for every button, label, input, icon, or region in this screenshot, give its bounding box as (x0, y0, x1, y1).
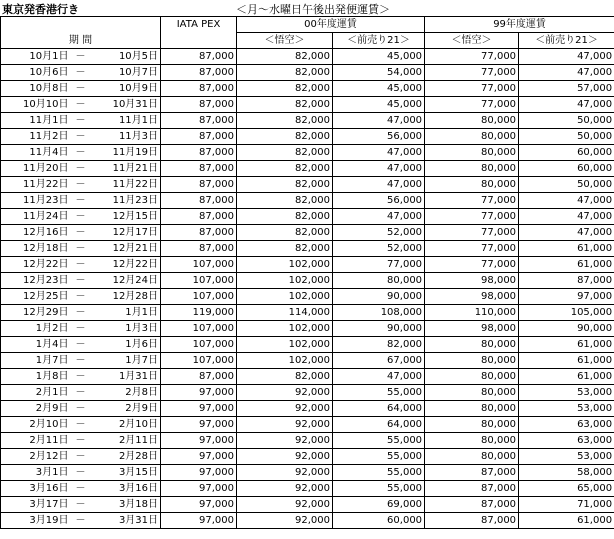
period-start-cell: 10月6日 (1, 65, 71, 81)
maeuri-00-cell: 55,000 (333, 385, 425, 401)
maeuri-99-cell: 58,000 (519, 465, 614, 481)
goku-99-cell: 80,000 (425, 449, 519, 465)
period-dash-cell: － (71, 417, 91, 433)
iata-pex-cell: 87,000 (161, 65, 237, 81)
period-dash-cell: － (71, 401, 91, 417)
maeuri-99-cell: 50,000 (519, 113, 614, 129)
goku-00-cell: 82,000 (237, 193, 333, 209)
period-end-cell: 12月28日 (91, 289, 161, 305)
maeuri-99-cell: 61,000 (519, 337, 614, 353)
maeuri-00-cell: 60,000 (333, 513, 425, 529)
maeuri-99-cell: 50,000 (519, 129, 614, 145)
maeuri-99-cell: 47,000 (519, 65, 614, 81)
table-row (1, 97, 614, 113)
maeuri-00-cell: 108,000 (333, 305, 425, 321)
period-start-cell: 12月16日 (1, 225, 71, 241)
period-end-cell: 3月15日 (91, 465, 161, 481)
period-end-cell: 12月24日 (91, 273, 161, 289)
goku-99-cell: 77,000 (425, 65, 519, 81)
table-row (1, 49, 614, 65)
table-subtitle: ＜月～水曜日午後出発便運賃＞ (236, 3, 390, 16)
maeuri-99-cell: 97,000 (519, 289, 614, 305)
goku-99-cell: 77,000 (425, 209, 519, 225)
goku-00-cell: 82,000 (237, 145, 333, 161)
period-start-cell: 11月23日 (1, 193, 71, 209)
goku-00-cell: 92,000 (237, 401, 333, 417)
table-row (1, 129, 614, 145)
period-end-cell: 3月18日 (91, 497, 161, 513)
maeuri-99-cell: 47,000 (519, 209, 614, 225)
period-end-cell: 10月5日 (91, 49, 161, 65)
period-header-top (1, 17, 161, 33)
period-end-cell: 1月1日 (91, 305, 161, 321)
iata-pex-cell: 107,000 (161, 257, 237, 273)
goku-00-cell: 102,000 (237, 257, 333, 273)
iata-pex-header-blank (161, 33, 237, 49)
period-end-cell: 12月22日 (91, 257, 161, 273)
table-row (1, 273, 614, 289)
period-start-cell: 12月22日 (1, 257, 71, 273)
period-end-cell: 11月1日 (91, 113, 161, 129)
period-end-cell: 3月31日 (91, 513, 161, 529)
period-dash-cell: － (71, 465, 91, 481)
goku-00-cell: 82,000 (237, 97, 333, 113)
period-dash-cell: － (71, 369, 91, 385)
goku-00-cell: 82,000 (237, 241, 333, 257)
period-start-cell: 3月19日 (1, 513, 71, 529)
goku-00-cell: 82,000 (237, 161, 333, 177)
table-row (1, 113, 614, 129)
period-dash-cell: － (71, 289, 91, 305)
period-start-cell: 1月4日 (1, 337, 71, 353)
fy99-header: 99年度運賃 (425, 17, 614, 33)
maeuri-00-cell: 82,000 (333, 337, 425, 353)
maeuri-00-cell: 47,000 (333, 177, 425, 193)
goku-99-cell: 80,000 (425, 417, 519, 433)
goku-99-header: ＜悟空＞ (425, 33, 519, 49)
goku-00-cell: 102,000 (237, 273, 333, 289)
maeuri-99-cell: 47,000 (519, 49, 614, 65)
maeuri-99-cell: 47,000 (519, 225, 614, 241)
maeuri-00-cell: 47,000 (333, 161, 425, 177)
goku-99-cell: 87,000 (425, 497, 519, 513)
iata-pex-cell: 97,000 (161, 449, 237, 465)
period-start-cell: 12月25日 (1, 289, 71, 305)
maeuri-00-cell: 45,000 (333, 97, 425, 113)
goku-99-cell: 80,000 (425, 145, 519, 161)
table-row (1, 193, 614, 209)
period-dash-cell: － (71, 177, 91, 193)
period-dash-cell: － (71, 97, 91, 113)
table-row (1, 305, 614, 321)
period-end-cell: 1月31日 (91, 369, 161, 385)
iata-pex-header: IATA PEX (161, 17, 237, 33)
period-start-cell: 1月2日 (1, 321, 71, 337)
iata-pex-cell: 107,000 (161, 353, 237, 369)
iata-pex-cell: 87,000 (161, 177, 237, 193)
period-start-cell: 12月23日 (1, 273, 71, 289)
table-row (1, 209, 614, 225)
period-start-cell: 12月29日 (1, 305, 71, 321)
period-dash-cell: － (71, 193, 91, 209)
period-start-cell: 11月2日 (1, 129, 71, 145)
period-end-cell: 11月3日 (91, 129, 161, 145)
table-row (1, 145, 614, 161)
table-row (1, 81, 614, 97)
period-dash-cell: － (71, 353, 91, 369)
period-end-cell: 10月31日 (91, 97, 161, 113)
maeuri-99-cell: 65,000 (519, 481, 614, 497)
period-dash-cell: － (71, 497, 91, 513)
goku-00-cell: 102,000 (237, 337, 333, 353)
maeuri-00-cell: 47,000 (333, 145, 425, 161)
goku-99-cell: 80,000 (425, 369, 519, 385)
table-row (1, 433, 614, 449)
goku-99-cell: 80,000 (425, 385, 519, 401)
period-start-cell: 2月11日 (1, 433, 71, 449)
goku-00-cell: 92,000 (237, 417, 333, 433)
maeuri-00-cell: 47,000 (333, 369, 425, 385)
maeuri-99-cell: 61,000 (519, 257, 614, 273)
period-dash-cell: － (71, 337, 91, 353)
period-end-cell: 12月17日 (91, 225, 161, 241)
period-dash-cell: － (71, 433, 91, 449)
title-bar (0, 0, 614, 16)
period-dash-cell: － (71, 257, 91, 273)
period-dash-cell: － (71, 65, 91, 81)
maeuri-00-cell: 80,000 (333, 273, 425, 289)
goku-00-cell: 82,000 (237, 81, 333, 97)
goku-00-cell: 82,000 (237, 177, 333, 193)
goku-99-cell: 110,000 (425, 305, 519, 321)
period-end-cell: 2月11日 (91, 433, 161, 449)
period-start-cell: 12月18日 (1, 241, 71, 257)
period-start-cell: 10月1日 (1, 49, 71, 65)
iata-pex-cell: 87,000 (161, 161, 237, 177)
period-dash-cell: － (71, 241, 91, 257)
maeuri-99-cell: 90,000 (519, 321, 614, 337)
period-end-cell: 2月9日 (91, 401, 161, 417)
goku-00-cell: 82,000 (237, 225, 333, 241)
maeuri-00-cell: 55,000 (333, 465, 425, 481)
period-end-cell: 2月8日 (91, 385, 161, 401)
goku-99-cell: 87,000 (425, 513, 519, 529)
period-start-cell: 11月22日 (1, 177, 71, 193)
iata-pex-cell: 97,000 (161, 465, 237, 481)
table-row (1, 353, 614, 369)
maeuri-99-cell: 61,000 (519, 241, 614, 257)
maeuri-00-cell: 55,000 (333, 433, 425, 449)
table-row (1, 241, 614, 257)
table-row (1, 401, 614, 417)
period-dash-cell: － (71, 449, 91, 465)
maeuri-00-cell: 90,000 (333, 321, 425, 337)
iata-pex-cell: 107,000 (161, 289, 237, 305)
period-start-cell: 3月1日 (1, 465, 71, 481)
period-start-cell: 11月4日 (1, 145, 71, 161)
period-dash-cell: － (71, 161, 91, 177)
maeuri-00-cell: 54,000 (333, 65, 425, 81)
period-start-cell: 3月17日 (1, 497, 71, 513)
maeuri-99-cell: 60,000 (519, 161, 614, 177)
maeuri-00-cell: 47,000 (333, 113, 425, 129)
period-start-cell: 10月8日 (1, 81, 71, 97)
goku-00-cell: 102,000 (237, 353, 333, 369)
period-dash-cell: － (71, 385, 91, 401)
goku-99-cell: 77,000 (425, 49, 519, 65)
iata-pex-cell: 87,000 (161, 209, 237, 225)
iata-pex-cell: 107,000 (161, 337, 237, 353)
goku-00-cell: 92,000 (237, 513, 333, 529)
period-end-cell: 10月9日 (91, 81, 161, 97)
period-start-cell: 2月10日 (1, 417, 71, 433)
goku-99-cell: 77,000 (425, 97, 519, 113)
maeuri-99-cell: 71,000 (519, 497, 614, 513)
goku-00-cell: 82,000 (237, 113, 333, 129)
iata-pex-cell: 87,000 (161, 113, 237, 129)
goku-00-cell: 82,000 (237, 129, 333, 145)
goku-99-cell: 80,000 (425, 401, 519, 417)
goku-00-header: ＜悟空＞ (237, 33, 333, 49)
table-row (1, 369, 614, 385)
iata-pex-cell: 87,000 (161, 145, 237, 161)
period-end-cell: 2月28日 (91, 449, 161, 465)
period-dash-cell: － (71, 225, 91, 241)
table-row (1, 337, 614, 353)
maeuri-00-cell: 55,000 (333, 481, 425, 497)
goku-00-cell: 92,000 (237, 481, 333, 497)
iata-pex-cell: 87,000 (161, 193, 237, 209)
maeuri-99-cell: 50,000 (519, 177, 614, 193)
table-row (1, 289, 614, 305)
goku-99-cell: 80,000 (425, 129, 519, 145)
maeuri-99-cell: 47,000 (519, 193, 614, 209)
goku-99-cell: 77,000 (425, 81, 519, 97)
maeuri-99-cell: 105,000 (519, 305, 614, 321)
maeuri-00-cell: 64,000 (333, 401, 425, 417)
period-start-cell: 11月20日 (1, 161, 71, 177)
maeuri-00-cell: 52,000 (333, 225, 425, 241)
iata-pex-cell: 87,000 (161, 225, 237, 241)
maeuri-00-cell: 56,000 (333, 193, 425, 209)
goku-00-cell: 82,000 (237, 369, 333, 385)
iata-pex-cell: 97,000 (161, 401, 237, 417)
goku-99-cell: 80,000 (425, 337, 519, 353)
maeuri-00-cell: 52,000 (333, 241, 425, 257)
iata-pex-cell: 97,000 (161, 481, 237, 497)
maeuri-99-cell: 60,000 (519, 145, 614, 161)
goku-00-cell: 92,000 (237, 497, 333, 513)
maeuri-00-cell: 90,000 (333, 289, 425, 305)
period-end-cell: 1月3日 (91, 321, 161, 337)
period-end-cell: 12月21日 (91, 241, 161, 257)
table-row (1, 161, 614, 177)
goku-00-cell: 92,000 (237, 449, 333, 465)
fy00-header: 00年度運賃 (237, 17, 425, 33)
period-dash-cell: － (71, 273, 91, 289)
goku-00-cell: 92,000 (237, 433, 333, 449)
period-end-cell: 11月21日 (91, 161, 161, 177)
period-dash-cell: － (71, 81, 91, 97)
maeuri-99-cell: 63,000 (519, 417, 614, 433)
period-end-cell: 11月19日 (91, 145, 161, 161)
goku-00-cell: 114,000 (237, 305, 333, 321)
maeuri-99-cell: 57,000 (519, 81, 614, 97)
maeuri-00-cell: 77,000 (333, 257, 425, 273)
iata-pex-cell: 97,000 (161, 417, 237, 433)
period-dash-cell: － (71, 209, 91, 225)
iata-pex-cell: 87,000 (161, 241, 237, 257)
period-start-cell: 2月9日 (1, 401, 71, 417)
iata-pex-cell: 107,000 (161, 273, 237, 289)
goku-99-cell: 98,000 (425, 289, 519, 305)
maeuri-00-cell: 55,000 (333, 449, 425, 465)
maeuri-00-cell: 45,000 (333, 81, 425, 97)
maeuri-00-cell: 64,000 (333, 417, 425, 433)
goku-99-cell: 80,000 (425, 177, 519, 193)
iata-pex-cell: 97,000 (161, 497, 237, 513)
period-dash-cell: － (71, 305, 91, 321)
period-dash-cell: － (71, 513, 91, 529)
period-start-cell: 2月1日 (1, 385, 71, 401)
goku-99-cell: 77,000 (425, 257, 519, 273)
goku-99-cell: 77,000 (425, 193, 519, 209)
iata-pex-cell: 97,000 (161, 513, 237, 529)
goku-99-cell: 98,000 (425, 321, 519, 337)
iata-pex-cell: 87,000 (161, 97, 237, 113)
period-end-cell: 3月16日 (91, 481, 161, 497)
maeuri-99-cell: 61,000 (519, 513, 614, 529)
table-row (1, 225, 614, 241)
period-dash-cell: － (71, 145, 91, 161)
goku-99-cell: 77,000 (425, 241, 519, 257)
goku-99-cell: 77,000 (425, 225, 519, 241)
table-row (1, 417, 614, 433)
goku-00-cell: 82,000 (237, 65, 333, 81)
table-row (1, 465, 614, 481)
iata-pex-cell: 87,000 (161, 81, 237, 97)
period-end-cell: 11月23日 (91, 193, 161, 209)
goku-99-cell: 80,000 (425, 433, 519, 449)
period-end-cell: 1月6日 (91, 337, 161, 353)
maeuri-00-header: ＜前売り21＞ (333, 33, 425, 49)
goku-00-cell: 82,000 (237, 49, 333, 65)
maeuri-99-cell: 63,000 (519, 433, 614, 449)
maeuri-99-cell: 53,000 (519, 449, 614, 465)
maeuri-00-cell: 69,000 (333, 497, 425, 513)
table-row (1, 481, 614, 497)
table-row (1, 321, 614, 337)
maeuri-00-cell: 56,000 (333, 129, 425, 145)
table-row (1, 177, 614, 193)
goku-00-cell: 82,000 (237, 209, 333, 225)
iata-pex-cell: 87,000 (161, 49, 237, 65)
goku-00-cell: 102,000 (237, 321, 333, 337)
route-title: 東京発香港行き (2, 3, 79, 16)
maeuri-99-cell: 53,000 (519, 385, 614, 401)
goku-00-cell: 92,000 (237, 465, 333, 481)
goku-99-cell: 80,000 (425, 161, 519, 177)
period-dash-cell: － (71, 321, 91, 337)
period-start-cell: 11月24日 (1, 209, 71, 225)
maeuri-00-cell: 67,000 (333, 353, 425, 369)
period-end-cell: 1月7日 (91, 353, 161, 369)
period-start-cell: 2月12日 (1, 449, 71, 465)
period-start-cell: 1月7日 (1, 353, 71, 369)
goku-99-cell: 80,000 (425, 113, 519, 129)
period-dash-cell: － (71, 481, 91, 497)
table-row (1, 513, 614, 529)
iata-pex-cell: 119,000 (161, 305, 237, 321)
period-start-cell: 11月1日 (1, 113, 71, 129)
period-end-cell: 10月7日 (91, 65, 161, 81)
iata-pex-cell: 97,000 (161, 385, 237, 401)
maeuri-99-cell: 47,000 (519, 97, 614, 113)
period-dash-cell: － (71, 49, 91, 65)
goku-00-cell: 102,000 (237, 289, 333, 305)
period-dash-cell: － (71, 113, 91, 129)
table-row (1, 257, 614, 273)
goku-99-cell: 98,000 (425, 273, 519, 289)
period-end-cell: 12月15日 (91, 209, 161, 225)
iata-pex-cell: 97,000 (161, 433, 237, 449)
maeuri-99-cell: 87,000 (519, 273, 614, 289)
table-row (1, 65, 614, 81)
maeuri-00-cell: 47,000 (333, 209, 425, 225)
period-start-cell: 10月10日 (1, 97, 71, 113)
iata-pex-cell: 107,000 (161, 321, 237, 337)
maeuri-99-cell: 53,000 (519, 401, 614, 417)
period-start-cell: 3月16日 (1, 481, 71, 497)
period-start-cell: 1月8日 (1, 369, 71, 385)
goku-99-cell: 87,000 (425, 465, 519, 481)
period-header: 期 間 (1, 33, 161, 49)
period-dash-cell: － (71, 129, 91, 145)
iata-pex-cell: 87,000 (161, 129, 237, 145)
goku-00-cell: 92,000 (237, 385, 333, 401)
maeuri-99-cell: 61,000 (519, 369, 614, 385)
table-row (1, 449, 614, 465)
table-row (1, 385, 614, 401)
table-row (1, 497, 614, 513)
maeuri-99-header: ＜前売り21＞ (519, 33, 614, 49)
goku-99-cell: 80,000 (425, 353, 519, 369)
goku-99-cell: 87,000 (425, 481, 519, 497)
period-end-cell: 11月22日 (91, 177, 161, 193)
maeuri-00-cell: 45,000 (333, 49, 425, 65)
iata-pex-cell: 87,000 (161, 369, 237, 385)
fare-table (0, 16, 614, 529)
maeuri-99-cell: 61,000 (519, 353, 614, 369)
period-end-cell: 2月10日 (91, 417, 161, 433)
